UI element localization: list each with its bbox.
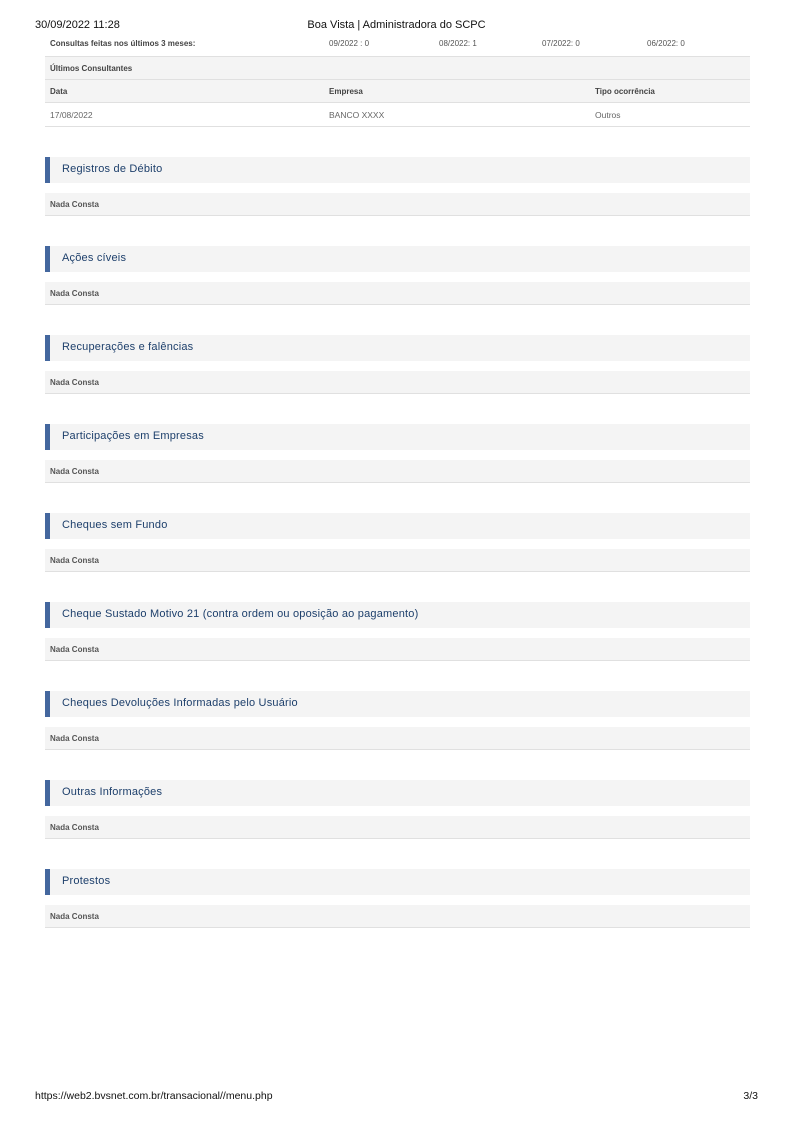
section-acoes-civeis xyxy=(45,246,750,305)
nada-consta-text: Nada Consta xyxy=(50,734,99,743)
section-title: Outras Informações xyxy=(62,786,163,798)
section-protestos xyxy=(45,869,750,928)
column-header-data: Data xyxy=(50,87,68,96)
section-body xyxy=(45,905,750,928)
section-header xyxy=(45,246,750,272)
nada-consta-text: Nada Consta xyxy=(50,823,99,832)
section-cheques-devolucoes xyxy=(45,691,750,750)
section-header xyxy=(45,424,750,450)
consultas-month-value: 07/2022: 0 xyxy=(542,39,580,48)
section-header xyxy=(45,780,750,806)
ultimos-consultantes-title: Últimos Consultantes xyxy=(50,64,133,73)
section-recuperacoes-falencias xyxy=(45,335,750,394)
section-title: Recuperações e falências xyxy=(62,341,194,353)
consultas-month-value: 06/2022: 0 xyxy=(647,39,685,48)
section-title: Participações em Empresas xyxy=(62,430,204,442)
column-header-tipo: Tipo ocorrência xyxy=(595,87,655,96)
section-registros-debito xyxy=(45,157,750,216)
cell-tipo: Outros xyxy=(595,110,621,120)
section-header xyxy=(45,157,750,183)
section-cheque-sustado xyxy=(45,602,750,661)
table-header-row xyxy=(45,80,750,103)
cell-data: 17/08/2022 xyxy=(50,110,93,120)
print-footer xyxy=(35,1090,758,1104)
report-content xyxy=(45,34,750,928)
section-cheques-sem-fundo xyxy=(45,513,750,572)
section-title: Cheques sem Fundo xyxy=(62,519,168,531)
section-title: Cheque Sustado Motivo 21 (contra ordem ou oposição ao pagamento) xyxy=(62,608,419,620)
page-number: 3/3 xyxy=(743,1090,758,1102)
nada-consta-text: Nada Consta xyxy=(50,378,99,387)
section-body xyxy=(45,460,750,483)
section-header xyxy=(45,602,750,628)
section-outras-informacoes xyxy=(45,780,750,839)
section-body xyxy=(45,371,750,394)
section-title: Protestos xyxy=(62,875,111,887)
nada-consta-text: Nada Consta xyxy=(50,200,99,209)
section-header xyxy=(45,513,750,539)
section-body xyxy=(45,549,750,572)
column-header-empresa: Empresa xyxy=(329,87,363,96)
section-title: Ações cíveis xyxy=(62,252,127,264)
ultimos-consultantes-title-row xyxy=(45,57,750,80)
section-body xyxy=(45,638,750,661)
consultas-row xyxy=(45,34,750,57)
section-participacoes-empresas xyxy=(45,424,750,483)
nada-consta-text: Nada Consta xyxy=(50,289,99,298)
section-body xyxy=(45,282,750,305)
section-header xyxy=(45,335,750,361)
print-header xyxy=(35,19,758,33)
table-row xyxy=(45,103,750,127)
section-title: Cheques Devoluções Informadas pelo Usuário xyxy=(62,697,298,709)
nada-consta-text: Nada Consta xyxy=(50,645,99,654)
section-body xyxy=(45,193,750,216)
consultas-label: Consultas feitas nos últimos 3 meses: xyxy=(50,39,196,48)
section-header xyxy=(45,869,750,895)
nada-consta-text: Nada Consta xyxy=(50,912,99,921)
section-body xyxy=(45,816,750,839)
print-timestamp: 30/09/2022 11:28 xyxy=(35,19,120,31)
page-url: https://web2.bvsnet.com.br/transacional//menu.php xyxy=(35,1090,273,1102)
consultas-month-value: 08/2022: 1 xyxy=(439,39,477,48)
nada-consta-text: Nada Consta xyxy=(50,467,99,476)
document-title: Boa Vista | Administradora do SCPC xyxy=(307,19,486,31)
consultas-month-value: 09/2022 : 0 xyxy=(329,39,370,48)
nada-consta-text: Nada Consta xyxy=(50,556,99,565)
cell-empresa: BANCO XXXX xyxy=(329,110,385,120)
section-title: Registros de Débito xyxy=(62,163,163,175)
section-body xyxy=(45,727,750,750)
section-header xyxy=(45,691,750,717)
